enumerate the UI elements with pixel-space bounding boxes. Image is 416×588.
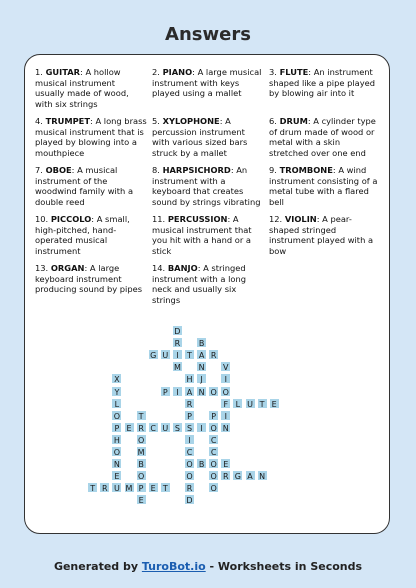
grid-cell: E bbox=[269, 398, 280, 409]
grid-cell: R bbox=[208, 349, 219, 360]
grid-cell: M bbox=[136, 446, 147, 457]
grid-cell: F bbox=[220, 398, 231, 409]
clue-number: 14. bbox=[152, 263, 168, 273]
grid-cell: O bbox=[136, 434, 147, 445]
clue-number: 7. bbox=[35, 165, 46, 175]
turobot-link[interactable]: TuroBot.io bbox=[141, 560, 206, 573]
clue-answer: PICCOLO bbox=[50, 214, 92, 224]
clue-text: : A wind instrument consisting of a metal tube with a flared bell bbox=[269, 165, 378, 207]
clue-number: 2. bbox=[152, 67, 163, 77]
grid-cell: P bbox=[160, 386, 171, 397]
clue-item bbox=[35, 214, 147, 256]
clue-number: 8. bbox=[152, 165, 163, 175]
grid-cell: N bbox=[196, 361, 207, 372]
clue-item bbox=[35, 116, 147, 158]
grid-cell: S bbox=[172, 422, 183, 433]
grid-cell: A bbox=[196, 349, 207, 360]
grid-cell: O bbox=[208, 482, 219, 493]
clue-number: 12. bbox=[269, 214, 285, 224]
grid-cell: U bbox=[160, 422, 171, 433]
clue-answer: BANJO bbox=[167, 263, 198, 273]
clue-answer: FLUTE bbox=[279, 67, 309, 77]
grid-cell: Y bbox=[111, 386, 122, 397]
grid-cell: B bbox=[136, 458, 147, 469]
grid-cell: I bbox=[220, 373, 231, 384]
clue-item bbox=[152, 165, 264, 207]
grid-cell: I bbox=[172, 349, 183, 360]
clue-item bbox=[152, 67, 264, 99]
grid-cell: P bbox=[208, 410, 219, 421]
grid-cell: E bbox=[124, 422, 135, 433]
clue-number: 10. bbox=[35, 214, 51, 224]
grid-cell: R bbox=[99, 482, 110, 493]
grid-cell: D bbox=[172, 325, 183, 336]
clue-answer: TROMBONE bbox=[279, 165, 333, 175]
clue-number: 1. bbox=[35, 67, 46, 77]
clue-item bbox=[152, 263, 264, 305]
clue-answer: ORGAN bbox=[50, 263, 85, 273]
grid-cell: E bbox=[136, 494, 147, 505]
clue-text: : A musical instrument that you hit with a hand or a stick bbox=[152, 214, 252, 256]
clue-answer: VIOLIN bbox=[284, 214, 317, 224]
grid-cell: D bbox=[184, 494, 195, 505]
grid-cell: H bbox=[111, 434, 122, 445]
page-title: Answers bbox=[165, 24, 251, 45]
grid-cell: I bbox=[196, 422, 207, 433]
footer-suffix: - Worksheets in Seconds bbox=[205, 560, 363, 573]
grid-cell: L bbox=[111, 398, 122, 409]
grid-cell: U bbox=[111, 482, 122, 493]
grid-cell: O bbox=[208, 470, 219, 481]
clue-answer: XYLOPHONE bbox=[162, 116, 220, 126]
grid-cell: P bbox=[111, 422, 122, 433]
clue-text: : An instrument shaped like a pipe played by blowing air into it bbox=[269, 67, 376, 99]
grid-cell: G bbox=[148, 349, 159, 360]
clue-text: : A small, high-pitched, hand-operated musical instrument bbox=[35, 214, 130, 256]
grid-cell: O bbox=[208, 422, 219, 433]
clue-item bbox=[269, 67, 381, 99]
grid-cell: R bbox=[184, 398, 195, 409]
grid-cell: T bbox=[87, 482, 98, 493]
footer-prefix: Generated by bbox=[53, 560, 142, 573]
grid-cell: O bbox=[208, 386, 219, 397]
grid-cell: H bbox=[184, 373, 195, 384]
grid-cell: O bbox=[220, 386, 231, 397]
clue-number: 3. bbox=[269, 67, 280, 77]
clue-number: 13. bbox=[35, 263, 51, 273]
grid-cell: O bbox=[184, 470, 195, 481]
grid-cell: N bbox=[196, 386, 207, 397]
grid-cell: O bbox=[111, 410, 122, 421]
grid-cell: S bbox=[184, 422, 195, 433]
clue-item bbox=[35, 263, 147, 295]
grid-cell: R bbox=[220, 470, 231, 481]
grid-cell: N bbox=[257, 470, 268, 481]
grid-cell: R bbox=[136, 422, 147, 433]
clue-answer: GUITAR bbox=[45, 67, 81, 77]
grid-cell: A bbox=[245, 470, 256, 481]
grid-cell: X bbox=[111, 373, 122, 384]
clue-item bbox=[269, 165, 381, 207]
clue-text: : An instrument with a keyboard that creates sound by strings vibrating bbox=[152, 165, 261, 207]
clue-number: 11. bbox=[152, 214, 168, 224]
clue-text: : A musical instrument of the woodwind family with a double reed bbox=[35, 165, 134, 207]
clue-text: : A percussion instrument with various sized bars struck by a mallet bbox=[152, 116, 248, 158]
grid-cell: M bbox=[124, 482, 135, 493]
clue-number: 5. bbox=[152, 116, 163, 126]
grid-cell: V bbox=[220, 361, 231, 372]
clue-answer: PIANO bbox=[162, 67, 193, 77]
grid-cell: T bbox=[257, 398, 268, 409]
clue-item bbox=[152, 214, 264, 256]
grid-cell: L bbox=[232, 398, 243, 409]
grid-cell: R bbox=[172, 337, 183, 348]
clue-text: : A long brass musical instrument that is played by blowing into a mouthpiece bbox=[35, 116, 147, 158]
grid-cell: N bbox=[220, 422, 231, 433]
grid-cell: M bbox=[172, 361, 183, 372]
clue-text: : A pear-shaped stringed instrument played with a bow bbox=[269, 214, 374, 256]
grid-cell: U bbox=[160, 349, 171, 360]
grid-cell: C bbox=[208, 446, 219, 457]
grid-cell: E bbox=[148, 482, 159, 493]
answers-card bbox=[24, 54, 390, 534]
grid-cell: N bbox=[111, 458, 122, 469]
clue-number: 6. bbox=[269, 116, 280, 126]
grid-cell: I bbox=[220, 410, 231, 421]
clue-item bbox=[269, 116, 381, 158]
clue-text: : A hollow musical instrument usually made of wood, with six strings bbox=[35, 67, 129, 109]
grid-cell: C bbox=[148, 422, 159, 433]
grid-cell: T bbox=[136, 410, 147, 421]
grid-cell: O bbox=[208, 458, 219, 469]
grid-cell: J bbox=[196, 373, 207, 384]
grid-cell: B bbox=[196, 337, 207, 348]
clue-item bbox=[269, 214, 381, 256]
clue-answer: PERCUSSION bbox=[167, 214, 228, 224]
clue-answer: TRUMPET bbox=[45, 116, 91, 126]
grid-cell: I bbox=[184, 434, 195, 445]
grid-cell: B bbox=[196, 458, 207, 469]
grid-cell: P bbox=[184, 410, 195, 421]
clue-answer: HARPSICHORD bbox=[162, 165, 231, 175]
grid-cell: O bbox=[136, 470, 147, 481]
grid-cell: T bbox=[160, 482, 171, 493]
clue-number: 9. bbox=[269, 165, 280, 175]
clue-text: : A stringed instrument with a long neck and usually six strings bbox=[152, 263, 247, 305]
grid-cell: E bbox=[220, 458, 231, 469]
grid-cell: C bbox=[208, 434, 219, 445]
grid-cell: R bbox=[184, 482, 195, 493]
grid-cell: E bbox=[111, 470, 122, 481]
clue-text: : A large keyboard instrument producing sound by pipes bbox=[35, 263, 143, 295]
clue-text: : A large musical instrument with keys played using a mallet bbox=[152, 67, 262, 99]
clue-answer: OBOE bbox=[45, 165, 72, 175]
clue-answer: DRUM bbox=[279, 116, 308, 126]
grid-cell: T bbox=[184, 349, 195, 360]
grid-cell: G bbox=[232, 470, 243, 481]
clue-number: 4. bbox=[35, 116, 46, 126]
grid-cell: C bbox=[184, 446, 195, 457]
clue-item bbox=[35, 67, 147, 109]
clue-item bbox=[35, 165, 147, 207]
clue-text: : A cylinder type of drum made of wood or metal with a skin stretched over one end bbox=[269, 116, 376, 158]
footer bbox=[0, 560, 416, 573]
grid-cell: I bbox=[172, 386, 183, 397]
grid-cell: A bbox=[184, 386, 195, 397]
grid-cell: O bbox=[184, 458, 195, 469]
grid-cell: P bbox=[136, 482, 147, 493]
grid-cell: U bbox=[245, 398, 256, 409]
clue-item bbox=[152, 116, 264, 158]
grid-cell: O bbox=[111, 446, 122, 457]
